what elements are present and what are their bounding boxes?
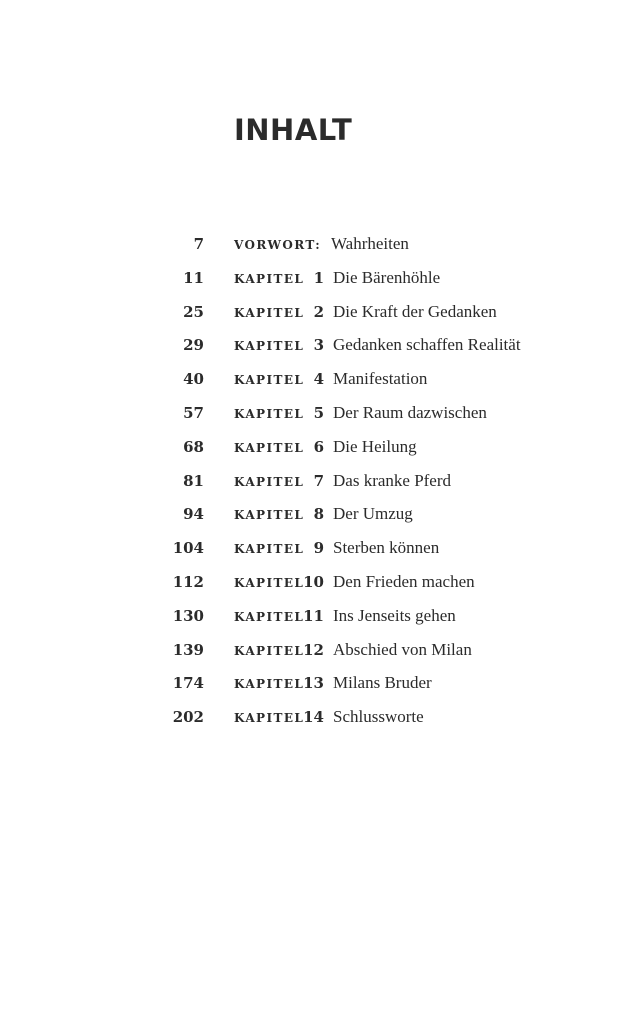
toc-chapter-label: KAPITEL xyxy=(234,373,305,388)
toc-entry-title: Das kranke Pferd xyxy=(333,470,452,490)
toc-chapter-number: 13 xyxy=(303,674,324,693)
toc-entry-title: Der Umzug xyxy=(333,504,413,524)
toc-entry-title: Schlussworte xyxy=(333,707,424,727)
toc-chapter-number: 14 xyxy=(303,708,324,727)
toc-entry-chapter xyxy=(0,363,642,397)
toc-chapter-number: 1 xyxy=(313,268,324,287)
chapter-list xyxy=(0,262,642,735)
toc-page-number: 202 xyxy=(172,708,204,727)
toc-chapter-number: 7 xyxy=(313,471,324,490)
toc-entry-chapter xyxy=(0,634,642,668)
toc-entry-chapter xyxy=(0,329,642,363)
toc-chapter-label: KAPITEL xyxy=(234,508,305,523)
toc-chapter-label: KAPITEL xyxy=(234,609,305,624)
toc-entry-chapter xyxy=(0,532,642,566)
toc-page-number: 57 xyxy=(183,403,204,422)
toc-chapter-label: KAPITEL xyxy=(234,677,305,692)
toc-entry-title: Die Bärenhöhle xyxy=(333,267,441,287)
toc-chapter-number: 4 xyxy=(313,370,324,389)
toc-page-number: 174 xyxy=(172,674,204,693)
toc-entry-title: Den Frieden machen xyxy=(333,571,475,591)
toc-page-number: 130 xyxy=(172,606,204,625)
toc-entry-preface xyxy=(0,228,642,262)
toc-entry-chapter xyxy=(0,431,642,465)
toc-chapter-label: KAPITEL xyxy=(234,406,305,421)
toc-entry-title: Milans Bruder xyxy=(333,673,432,693)
page-title: INHALT xyxy=(234,113,353,147)
toc-page-number: 81 xyxy=(183,471,204,490)
toc-entry-title: Die Heilung xyxy=(333,436,417,456)
toc-chapter-label: KAPITEL xyxy=(234,575,305,590)
toc-chapter-label: KAPITEL xyxy=(234,542,305,557)
toc-entry-title: Sterben können xyxy=(333,538,440,558)
toc-chapter-number: 11 xyxy=(303,606,324,625)
toc-entry-chapter xyxy=(0,667,642,701)
toc-page-number: 104 xyxy=(172,539,204,558)
toc-entry-title: Ins Jenseits gehen xyxy=(333,605,456,625)
table-of-contents xyxy=(0,228,642,735)
toc-entry-chapter xyxy=(0,296,642,330)
toc-chapter-label: KAPITEL xyxy=(234,271,305,286)
toc-entry-chapter xyxy=(0,701,642,735)
toc-page-number: 94 xyxy=(183,505,204,524)
toc-chapter-label: KAPITEL xyxy=(234,440,305,455)
toc-entry-chapter xyxy=(0,600,642,634)
toc-chapter-label: KAPITEL xyxy=(234,474,305,489)
toc-chapter-number: 3 xyxy=(313,336,324,355)
toc-page-number: 29 xyxy=(183,336,204,355)
toc-page-number: 112 xyxy=(172,572,204,591)
toc-entry-chapter xyxy=(0,465,642,499)
toc-chapter-number: 12 xyxy=(303,640,324,659)
toc-page-number: 11 xyxy=(183,268,204,287)
toc-chapter-number: 6 xyxy=(313,437,324,456)
toc-chapter-number: 9 xyxy=(313,539,324,558)
toc-page-number: 139 xyxy=(172,640,204,659)
toc-chapter-label: KAPITEL xyxy=(234,711,305,726)
toc-entry-title: Manifestation xyxy=(333,369,428,389)
toc-entry-title: Wahrheiten xyxy=(331,234,409,253)
toc-page-number: 25 xyxy=(183,302,204,321)
toc-entry-chapter xyxy=(0,397,642,431)
toc-section-label: VORWORT: xyxy=(234,238,322,252)
toc-chapter-label: KAPITEL xyxy=(234,305,305,320)
toc-entry-title: Die Kraft der Gedanken xyxy=(333,301,497,321)
toc-chapter-number: 10 xyxy=(303,572,324,591)
toc-entry-chapter xyxy=(0,262,642,296)
toc-chapter-number: 8 xyxy=(313,505,324,524)
toc-entry-chapter xyxy=(0,498,642,532)
toc-chapter-label: KAPITEL xyxy=(234,643,305,658)
toc-chapter-number: 2 xyxy=(313,302,324,321)
toc-chapter-number: 5 xyxy=(313,403,324,422)
toc-entry-title: Gedanken schaffen Realität xyxy=(333,335,521,355)
toc-entry-chapter xyxy=(0,566,642,600)
toc-entry-title: Der Raum dazwischen xyxy=(333,402,487,422)
toc-page-number: 40 xyxy=(183,370,204,389)
toc-page-number: 68 xyxy=(183,437,204,456)
toc-entry-title: Abschied von Milan xyxy=(333,639,472,659)
toc-chapter-label: KAPITEL xyxy=(234,339,305,354)
toc-page-number: 7 xyxy=(193,235,204,253)
